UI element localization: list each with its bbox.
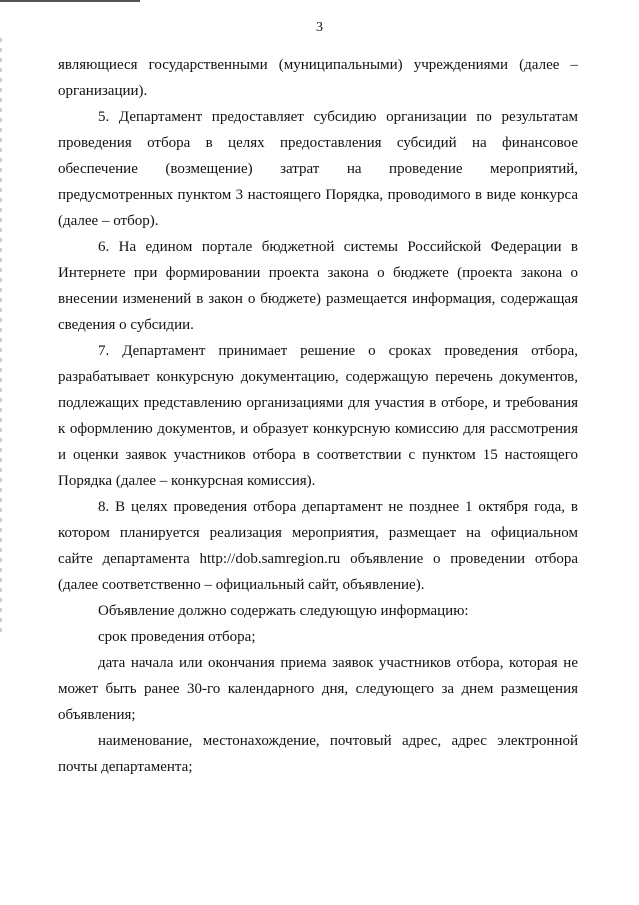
paragraph-5: 5. Департамент предоставляет субсидию организации по результатам проведения отбора в целях предоставления субсидий на финансовое обеспечение (возмещение) затрат на проведение мероприятий, предусмотренных пунктом 3 настоящего Порядка, проводимого в виде конкурса (далее – отбор). <box>58 109 578 229</box>
announcement-intro: Объявление должно содержать следующую информацию: <box>98 603 469 619</box>
top-edge-rule <box>0 0 140 2</box>
list-item-contacts: наименование, местонахождение, почтовый адрес, адрес электронной почты департамента; <box>58 733 578 775</box>
left-margin-mark <box>0 38 2 638</box>
paragraph-7: 7. Департамент принимает решение о сроках проведения отбора, разрабатывает конкурсную документацию, содержащую перечень документов, подлежащих представлению организациями для участия в отборе, и требования к оформлению документов, и образует конкурсную комиссию для рассмотрения и оценки заявок участников отбора в соответствии с пунктом 15 настоящего Порядка (далее – конкурсная комиссия). <box>58 343 578 489</box>
paragraph-continuation: являющиеся государственными (муниципальными) учреждениями (далее – организации). <box>58 57 578 99</box>
paragraph-6: 6. На едином портале бюджетной системы Российской Федерации в Интернете при формировании проекта закона о бюджете (проекта закона о внесении изменений в закон о бюджете) размещается информация, содержащая сведения о субсидии. <box>58 239 578 333</box>
list-item-dates: дата начала или окончания приема заявок участников отбора, которая не может быть ранее 30-го календарного дня, следующего за днем размещения объявления; <box>58 655 578 723</box>
list-item-deadline: срок проведения отбора; <box>98 629 256 645</box>
document-body <box>58 52 578 780</box>
paragraph-8: 8. В целях проведения отбора департамент не позднее 1 октября года, в котором планируется реализация мероприятия, размещает на официальном сайте департамента http://dob.samregion.ru объявление о проведении отбора (далее соответственно – официальный сайт, объявление). <box>58 499 578 593</box>
page-number: 3 <box>316 20 323 35</box>
